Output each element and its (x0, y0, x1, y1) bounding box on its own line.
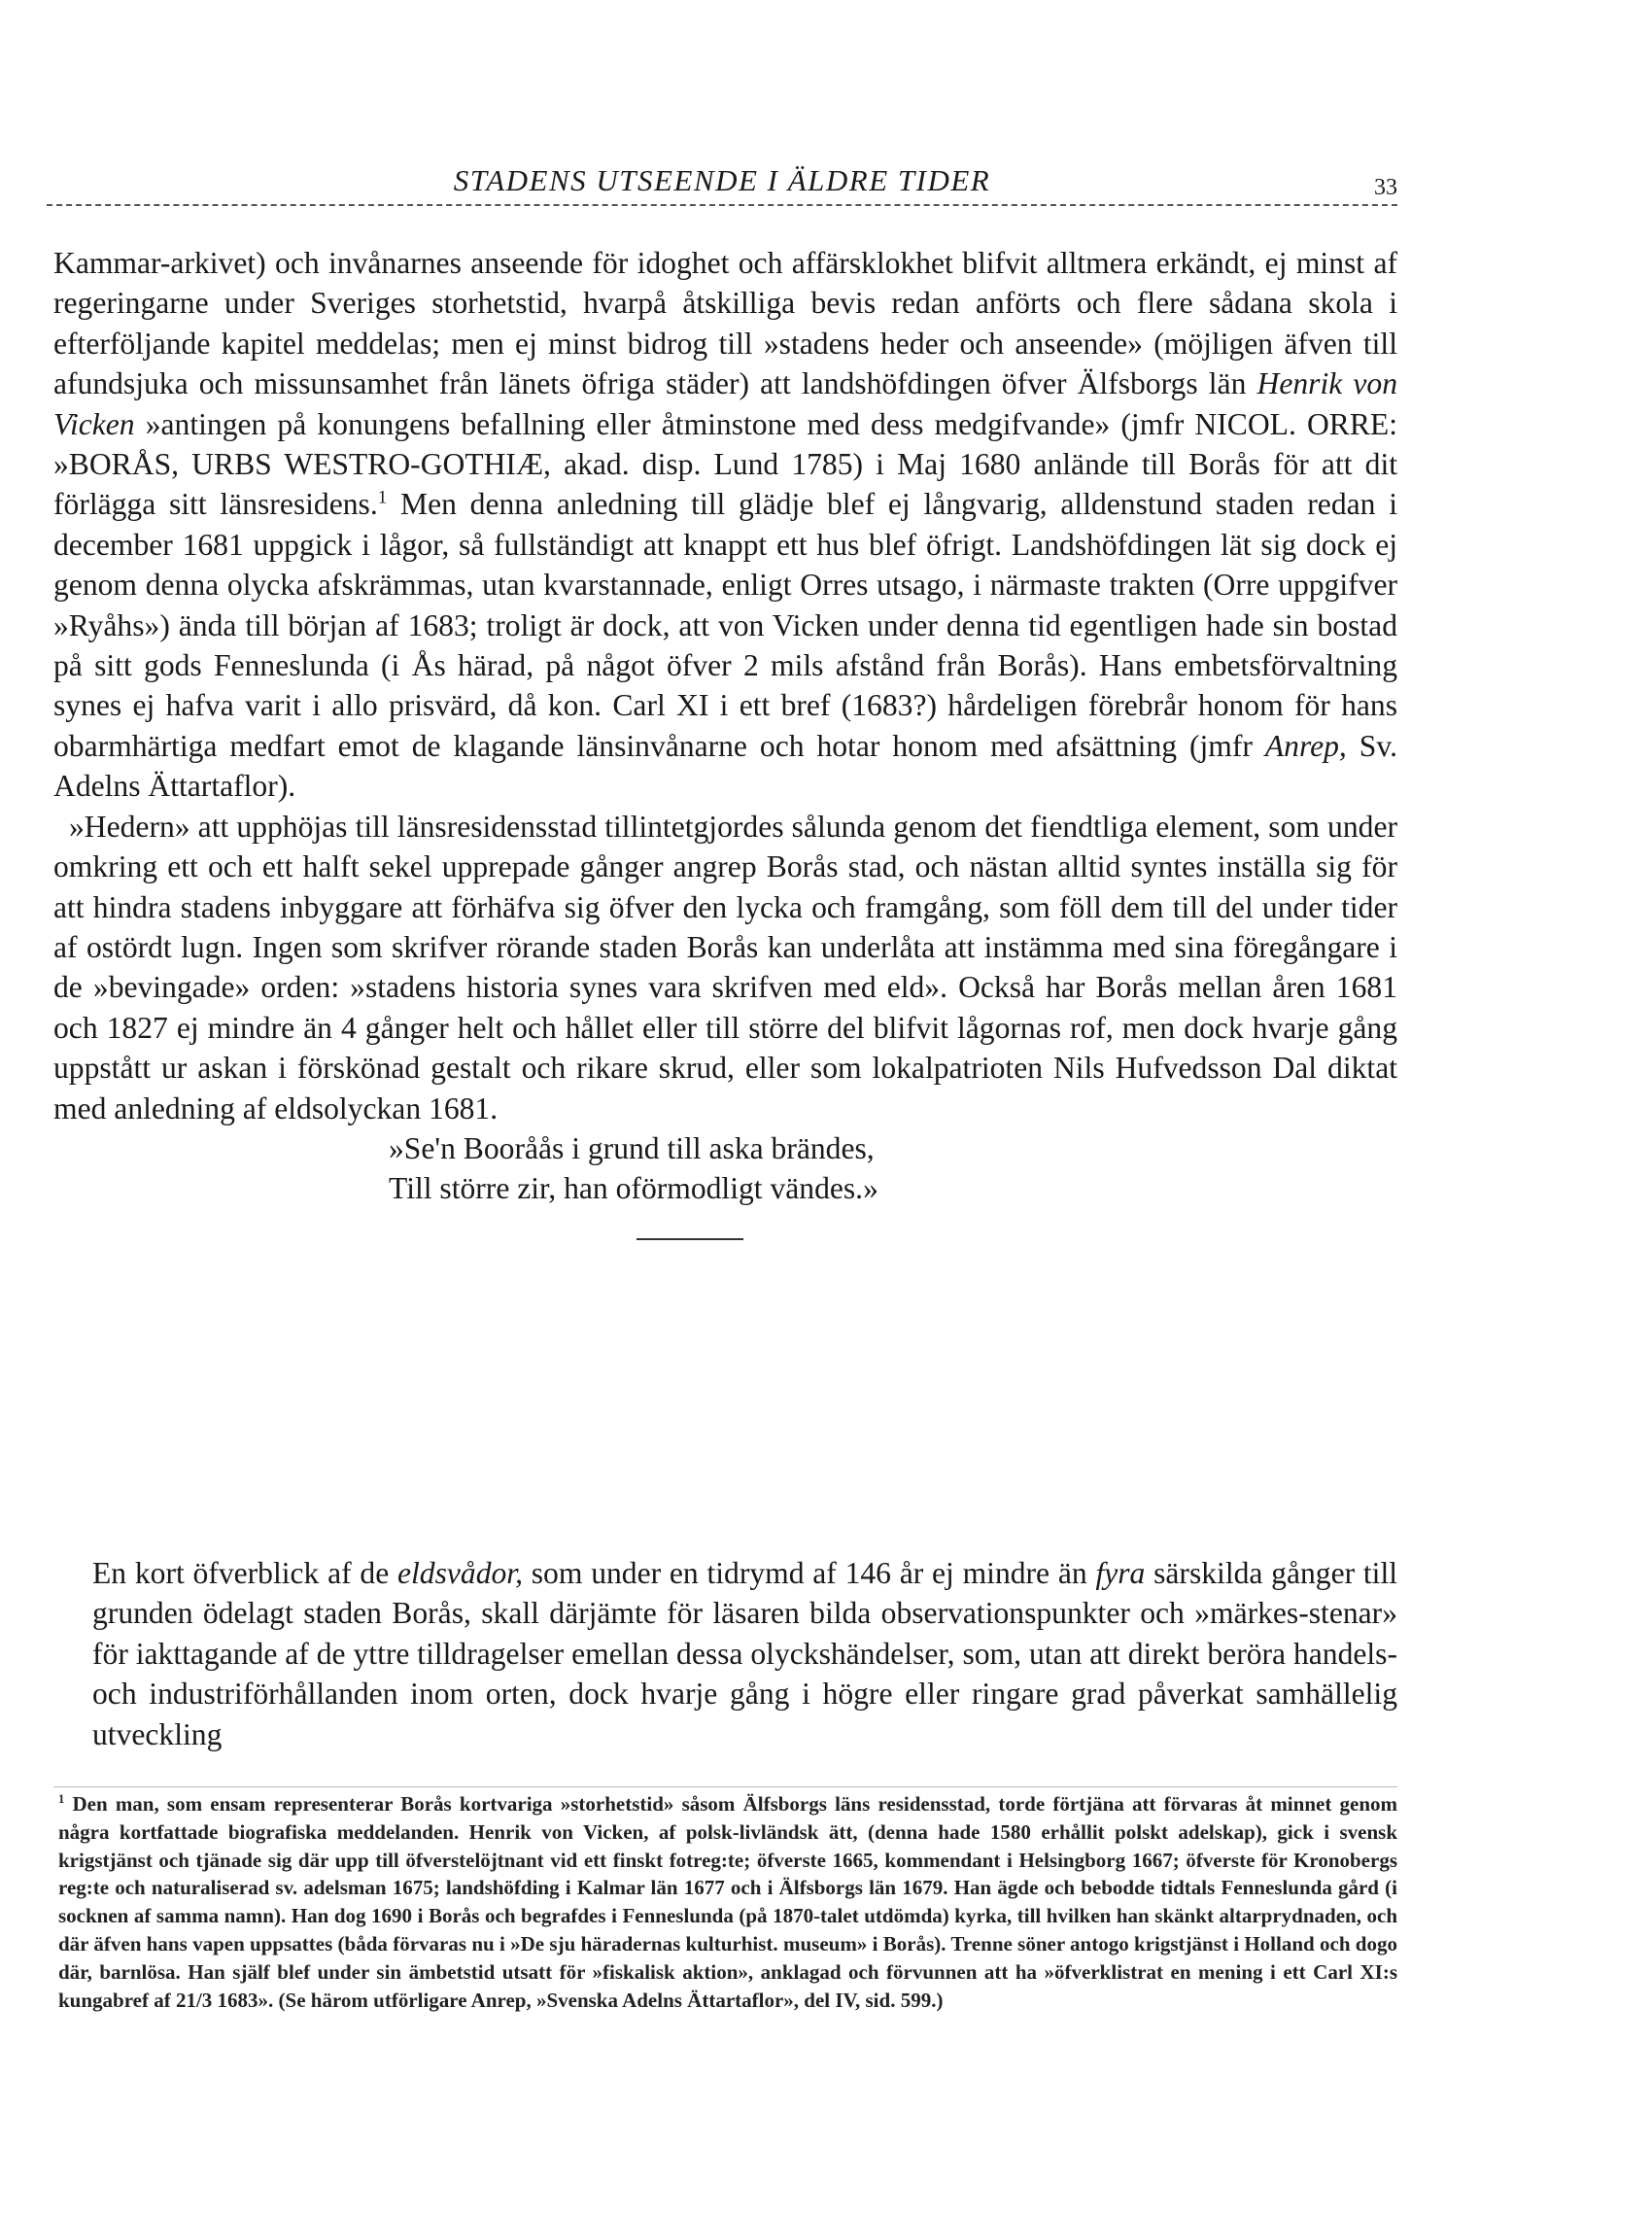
verse-line-2: Till större zir, han oförmodligt vändes.» (389, 1171, 878, 1206)
paragraph-2: »Hedern» att upphöjas till länsresidensstad tillintetgjordes sålunda genom det fiendtliga element, som under omkring ett och ett halft sekel upprepade gånger angrep Borås stad, och nästan alltid syntes inställa sig för att hindra stadens inbyggare att förhäfva sig öfver den lycka och framgång, som föll dem till del under tider af ostördt lugn. Ingen som skrifver rörande staden Borås kan underlåta att instämma med sina föregångare i de »bevingade» orden: »stadens historia synes vara skrifven med eld». Också har Borås mellan åren 1681 och 1827 ej mindre än 4 gånger helt och hållet eller till större del blifvit lågornas rof, men dock hvarje gång uppstått ur askan i förskönad gestalt och rikare skrud, eller som lokalpatrioten Nils Hufvedsson Dal diktat med anledning af eldsolyckan 1681. (53, 809, 1397, 1125)
verse-line-1: »Se'n Booråås i grund till aska brändes, (389, 1130, 875, 1165)
italic-word: eldsvådor, (397, 1556, 523, 1590)
text-run: som under en tidrymd af 146 år ej mindre än (523, 1556, 1096, 1590)
text-run: Men denna anledning till glädje blef ej långvarig, alldenstund staden redan i december 1681 uppgick i lågor, så fullständigt att knappt ett hus blef öfrigt. Landshöfdingen lät sig dock ej genom denna olycka afskrämmas, utan kvarstannade, enligt Orres utsago, i närmaste trakten (Orre uppgifver »Ryåhs») ända till början af 1683; troligt är dock, att von Vicken under denna tid egentligen hade sin bostad på sitt gods Fenneslunda (i Ås härad, på något öfver 2 mils afstånd från Borås). Hans embetsförvaltning synes ej hafva varit i allo prisvärd, då kon. Carl XI i ett bref (1683?) hårdeligen förebrår honom för hans obarmhärtiga medfart emot de klagande länsinvånarne och hotar honom med afsättning (jmfr (53, 487, 1397, 763)
footnote-1 (58, 1790, 1397, 2014)
italic-reference: Anrep, (1264, 728, 1347, 763)
header-rule (47, 204, 1397, 206)
footnote-text: Den man, som ensam representerar Borås kortvariga »storhetstid» såsom Älfsborgs läns residensstad, torde förtjäna att förvaras åt minnet genom några kortfattade biografiska meddelanden. Henrik von Vicken, af polsk-livländsk ätt, (denna hade 1580 erhållit polskt adelskap), gick i svensk krigstjänst och tjänade sig där upp till öfverstelöjtnant vid ett finskt fotreg:te; öfverste 1665, kommendant i Helsingborg 1667; öfverste för Kronobergs reg:te och naturaliserad sv. adelsman 1675; landshöfding i Kalmar län 1677 och i Älfsborgs län 1679. Han ägde och bebodde tidtals Fenneslunda gård (i socknen af samma namn). Han dog 1690 i Borås och begrafdes i Fenneslunda (på 1870-talet utdömda) kyrka, till hvilken han skänkt altarprydnaden, och där äfven hans vapen uppsattes (båda förvaras nu i »De sju häradernas kulturhist. museum» i Borås). Trenne söner antogo krigstjänst i Holland och dogo där, barnlösa. Han själf blef under sin ämbetstid utsatt för »fiskalisk aktion», anklagad och förvunnen att ha »öfverklistrat en mening i ett Carl XI:s kungabref af 21/3 1683». (Se härom utförligare Anrep, »Svenska Adelns Ättartaflor», del IV, sid. 599.) (58, 1792, 1397, 2012)
paragraph-1 (53, 243, 1397, 807)
body-text (53, 243, 1397, 1240)
section-2 (92, 1553, 1397, 1754)
running-title: STADENS UTSEENDE I ÄLDRE TIDER (453, 163, 991, 197)
text-run: Kammar-arkivet) och invånarnes anseende för idoghet och affärsklokhet blifvit alltmera erkändt, ej minst af regeringarne under Sveriges storhetstid, hvarpå åtskilliga bevis redan anförts och flere sådana skola i efterföljande kapitel meddelas; men ej minst bidrog till »stadens heder och anseende» (möjligen äfven till afundsjuka och missunsamhet från länets öfriga städer) att landshöfdingen öfver Älfsborgs län (53, 246, 1397, 401)
page-header (47, 163, 1397, 212)
italic-word: fyra (1095, 1556, 1146, 1590)
footnote-marker: 1 (58, 1792, 65, 1806)
footnote (58, 1790, 1397, 2014)
paragraph-3 (92, 1553, 1397, 1754)
verse-quote (389, 1128, 1397, 1209)
text-run: »antingen på konungens befallning eller åtminstone med dess medgifvande» (jmfr NICOL. ORRE: »BORÅS, URBS WESTRO-GOTHIÆ, akad. disp. Lund 1785) i Maj 1680 anlände till Borås för att dit förlägga sitt länsresidens. (53, 406, 1397, 522)
footnote-rule (53, 1786, 1397, 1787)
text-run: En kort öfverblick af de (92, 1556, 397, 1590)
text-run: särskilda gånger till grunden ödelagt staden Borås, skall därjämte för läsaren bilda observationspunkter och »märkes-stenar» för iakttagande af de yttre tilldragelser emellan dessa olyckshändelser, som, utan att direkt beröra handels- och industriförhållanden inom orten, dock hvarje gång i högre eller ringare grad påverkat samhällelig utveckling (92, 1556, 1398, 1751)
page-number: 33 (1374, 175, 1397, 200)
text-run: Sv. Adelns Ättartaflor). (53, 728, 1397, 804)
footnote-reference[interactable]: 1 (377, 487, 388, 508)
italic-name: Henrik von Vicken (53, 366, 1397, 441)
section-separator (637, 1238, 743, 1240)
